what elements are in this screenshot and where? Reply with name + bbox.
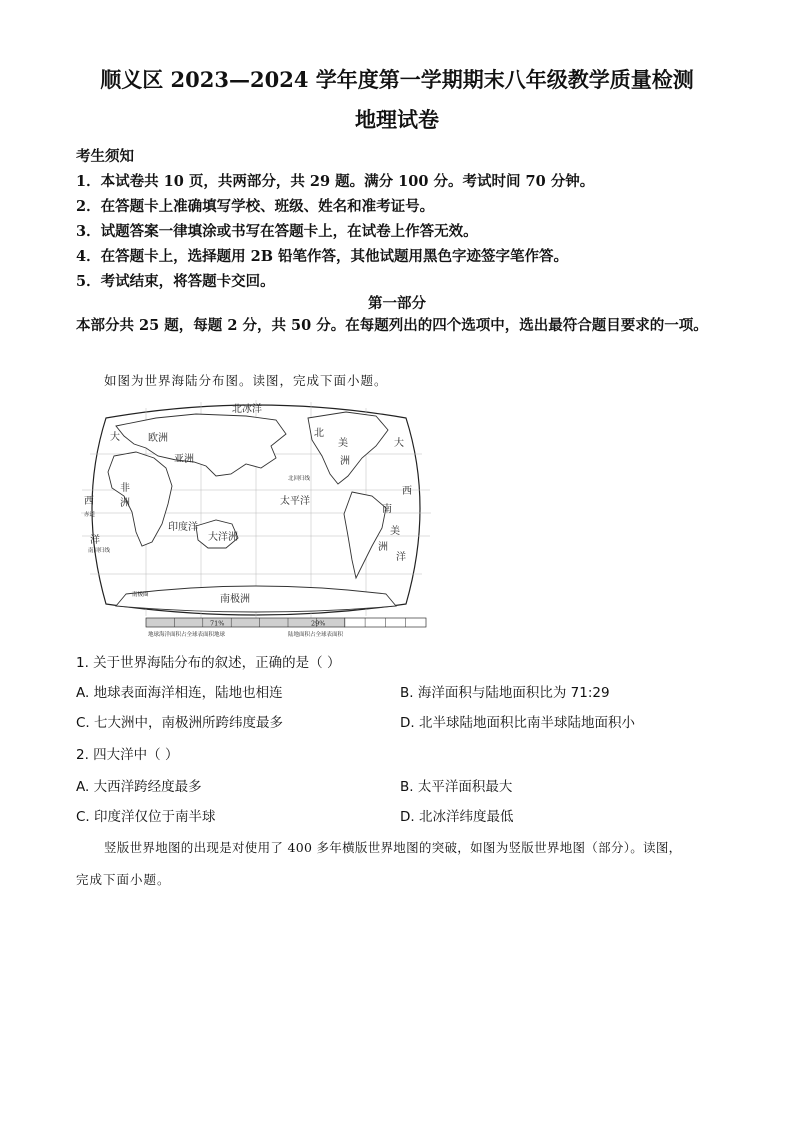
map-label: 大 bbox=[110, 432, 120, 443]
map-label: 美 bbox=[390, 526, 400, 537]
map-label: 亚洲 bbox=[174, 454, 194, 465]
world-land-sea-map bbox=[76, 396, 436, 644]
option-b: B. 海洋面积与陆地面积比为 71:29 bbox=[400, 685, 610, 701]
map-label: 洲 bbox=[120, 498, 130, 509]
area-ratio-bar bbox=[146, 618, 426, 638]
map-label: 大 bbox=[394, 438, 404, 449]
map-label: 西 bbox=[84, 496, 94, 507]
map-label: 洋 bbox=[396, 552, 406, 563]
ocean-percent-label: 71% bbox=[210, 619, 225, 628]
notice-item: 4．在答题卡上，选择题用 2B 铅笔作答，其他试题用黑色字迹签字笔作答。 bbox=[76, 248, 569, 265]
land-area-caption: 陆地面积占全球表面积 bbox=[288, 632, 344, 638]
land-percent-label: 29% bbox=[311, 619, 326, 628]
question-stem: 2. 四大洋中（ ） bbox=[76, 747, 179, 763]
map-label: 南极圈 bbox=[132, 592, 149, 598]
map-label: 印度洋 bbox=[168, 522, 198, 533]
map-label: 北 bbox=[314, 428, 324, 439]
option-c: C. 七大洲中，南极洲所跨纬度最多 bbox=[76, 715, 284, 731]
notice-item: 3．试题答案一律填涂或书写在答题卡上，在试卷上作答无效。 bbox=[76, 223, 478, 240]
option-d: D. 北半球陆地面积比南半球陆地面积小 bbox=[400, 715, 635, 731]
map-label: 北冰洋 bbox=[232, 404, 262, 415]
map-label: 南 bbox=[382, 504, 392, 515]
map-label: 南回归线 bbox=[88, 548, 111, 554]
question-intro: 竖版世界地图的出现是对使用了 400 多年横版世界地图的突破，如图为竖版世界地图（部分）。读图， bbox=[104, 840, 682, 855]
option-b: B. 太平洋面积最大 bbox=[400, 779, 513, 795]
map-label: 洋 bbox=[90, 535, 100, 546]
notice-item: 5．考试结束，将答题卡交回。 bbox=[76, 273, 275, 290]
map-label: 赤道 bbox=[84, 512, 96, 518]
part-heading: 第一部分 bbox=[368, 295, 426, 312]
question-intro: 完成下面小题。 bbox=[76, 872, 171, 887]
map-label: 大洋洲 bbox=[208, 532, 238, 543]
map-label: 美 bbox=[338, 438, 348, 449]
page-subtitle: 地理试卷 bbox=[355, 107, 439, 132]
option-a: A. 地球表面海洋相连，陆地也相连 bbox=[76, 685, 283, 701]
part-instruction: 本部分共 25 题，每题 2 分，共 50 分。在每题列出的四个选项中，选出最符合题目要求的一项。 bbox=[76, 317, 708, 334]
map-label: 非 bbox=[120, 483, 130, 494]
option-d: D. 北冰洋纬度最低 bbox=[400, 809, 514, 825]
map-label: 南极洲 bbox=[220, 594, 250, 605]
map-label: 洲 bbox=[340, 456, 350, 467]
notice-item: 2．在答题卡上准确填写学校、班级、姓名和准考证号。 bbox=[76, 198, 435, 215]
map-label: 北回归线 bbox=[288, 476, 311, 482]
map-label: 太平洋 bbox=[280, 496, 310, 507]
page-title: 顺义区 2023—2024 学年度第一学期期末八年级教学质量检测 bbox=[100, 67, 694, 92]
option-c: C. 印度洋仅位于南半球 bbox=[76, 809, 216, 825]
option-a: A. 大西洋跨经度最多 bbox=[76, 779, 202, 795]
map-label: 欧洲 bbox=[148, 433, 168, 444]
map-label: 西 bbox=[402, 486, 412, 497]
notice-item: 1．本试卷共 10 页，共两部分，共 29 题。满分 100 分。考试时间 70 分钟。 bbox=[76, 173, 595, 190]
question-intro: 如图为世界海陆分布图。读图，完成下面小题。 bbox=[104, 373, 388, 388]
map-label: 洲 bbox=[378, 542, 388, 553]
question-stem: 1. 关于世界海陆分布的叙述，正确的是（ ） bbox=[76, 655, 341, 671]
ocean-area-caption: 地球海洋面积占全球表面积地球 bbox=[148, 632, 226, 638]
notice-heading: 考生须知 bbox=[76, 148, 134, 165]
